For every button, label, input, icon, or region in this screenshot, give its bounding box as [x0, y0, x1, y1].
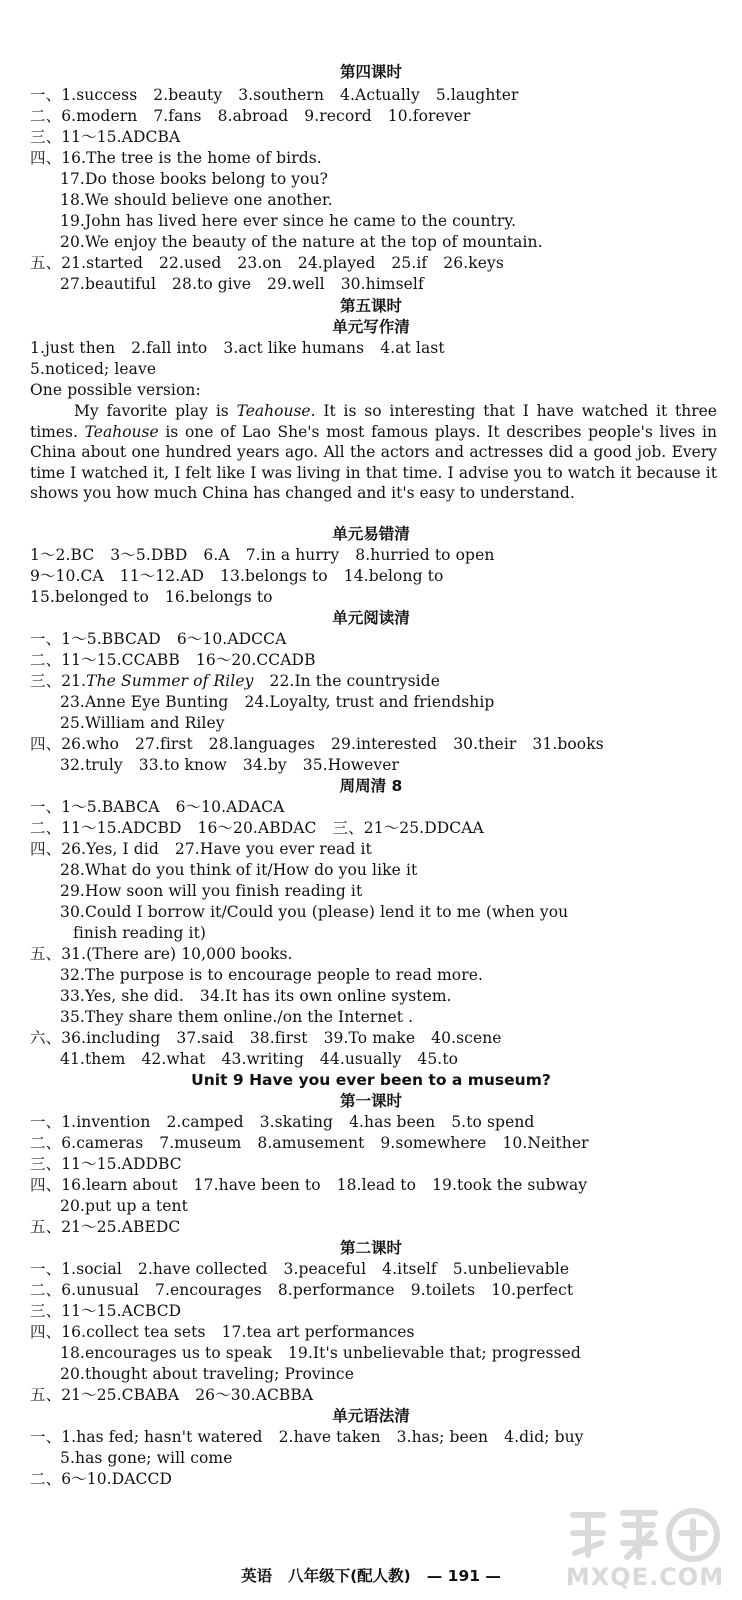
page-number: — 191 — — [426, 1567, 501, 1585]
answer-line: 二、6.cameras 7.museum 8.amusement 9.somewhere 10.Neither — [30, 1134, 589, 1152]
answer-circle-logo-icon — [563, 1503, 723, 1563]
section-title-weekly8: 周周清 8 — [339, 777, 403, 795]
answer-line: 27.beautiful 28.to give 29.well 30.himself — [60, 275, 424, 293]
answer-line: 20.We enjoy the beauty of the nature at the top of mountain. — [60, 233, 543, 251]
answer-line: 20.thought about traveling; Province — [60, 1365, 354, 1383]
answer-line: 三、11～15.ADDBC — [30, 1155, 182, 1173]
answer-line: 五、31.(There are) 10,000 books. — [30, 945, 293, 963]
answer-line: 23.Anne Eye Bunting 24.Loyalty, trust and friendship — [60, 693, 495, 711]
section-title-writing: 单元写作清 — [332, 318, 410, 336]
answer-line: 1.just then 2.fall into 3.act like humans 4.at last — [30, 339, 445, 357]
answer-line: 一、1.invention 2.camped 3.skating 4.has been 5.to spend — [30, 1113, 535, 1131]
answer-line: 32.The purpose is to encourage people to read more. — [60, 966, 484, 984]
sample-essay: My favorite play is Teahouse. It is so interesting that I have watched it three times. Teahouse is one of Lao She's most famous plays. It describes people's lives in China about one hundred years ago. All the actors and actresses did a good job. Every time I watched it, I felt like I was living in that time. I advise you to watch it because it shows you how much China has changed and it's easy to understand. — [30, 402, 717, 503]
answer-line: 15.belonged to 16.belongs to — [30, 588, 273, 606]
answer-line: 四、26.who 27.first 28.languages 29.interested 30.their 31.books — [30, 735, 604, 753]
answer-line: 29.How soon will you finish reading it — [60, 882, 363, 900]
answer-line: 35.They share them online./on the Internet . — [60, 1008, 414, 1026]
answer-line: 四、16.collect tea sets 17.tea art performances — [30, 1323, 415, 1341]
answer-line: 二、11～15.CCABB 16～20.CCADB — [30, 651, 316, 669]
answer-line: 六、36.including 37.said 38.first 39.To make 40.scene — [30, 1029, 502, 1047]
answer-line: 5.noticed; leave — [30, 360, 157, 378]
answer-line: 五、21.started 22.used 23.on 24.played 25.if 26.keys — [30, 254, 504, 272]
answer-line: 一、1.has fed; hasn't watered 2.have taken 3.has; been 4.did; buy — [30, 1428, 584, 1446]
answer-line: 二、6～10.DACCD — [30, 1470, 172, 1488]
answer-line: 二、6.unusual 7.encourages 8.performance 9.toilets 10.perfect — [30, 1281, 574, 1299]
answer-line: 41.them 42.what 43.writing 44.usually 45.to — [60, 1050, 459, 1068]
answer-line: 1～2.BC 3～5.DBD 6.A 7.in a hurry 8.hurried to open — [30, 546, 495, 564]
unit-title: Unit 9 Have you ever been to a museum? — [191, 1071, 551, 1089]
answer-line: 一、1.social 2.have collected 3.peaceful 4.itself 5.unbelievable — [30, 1260, 570, 1278]
answer-line: One possible version: — [30, 381, 201, 399]
answer-line: 三、21.The Summer of Riley 22.In the countryside — [30, 672, 440, 690]
answer-line: 33.Yes, she did. 34.It has its own online system. — [60, 987, 452, 1005]
answer-line: 19.John has lived here ever since he came to the country. — [60, 212, 517, 230]
answer-line: 17.Do those books belong to you? — [60, 170, 329, 188]
answer-line: 30.Could I borrow it/Could you (please) lend it to me (when you — [60, 903, 569, 921]
section-title-lesson4: 第四课时 — [339, 63, 402, 81]
answer-line: 28.What do you think of it/How do you like it — [60, 861, 418, 879]
section-title-lesson5: 第五课时 — [339, 297, 402, 315]
footer-subject: 英语 — [241, 1567, 273, 1585]
answer-line: 一、1～5.BBCAD 6～10.ADCCA — [30, 630, 287, 648]
section-title-lesson1: 第一课时 — [339, 1092, 402, 1110]
footer-grade: 八年级下(配人教) — [288, 1567, 411, 1585]
answer-line: 五、21～25.ABEDC — [30, 1218, 181, 1236]
answer-line: 18.We should believe one another. — [60, 191, 333, 209]
answer-line: 四、16.learn about 17.have been to 18.lead to 19.took the subway — [30, 1176, 588, 1194]
section-title-errors: 单元易错清 — [332, 525, 410, 543]
answer-line: 四、16.The tree is the home of birds. — [30, 149, 322, 167]
answer-line: finish reading it) — [73, 924, 207, 942]
section-title-lesson2: 第二课时 — [339, 1239, 402, 1257]
answer-line: 9～10.CA 11～12.AD 13.belongs to 14.belong to — [30, 567, 444, 585]
watermark-text: MXQE.COM — [565, 1563, 725, 1591]
section-title-reading: 单元阅读清 — [332, 609, 410, 627]
answer-line: 18.encourages us to speak 19.It's unbelievable that; progressed — [60, 1344, 581, 1362]
answer-line: 一、1～5.BABCA 6～10.ADACA — [30, 798, 285, 816]
answer-line: 20.put up a tent — [60, 1197, 188, 1215]
section-title-grammar: 单元语法清 — [332, 1407, 410, 1425]
watermark — [555, 1503, 735, 1595]
answer-line: 25.William and Riley — [60, 714, 225, 732]
answer-line: 三、11～15.ADCBA — [30, 128, 181, 146]
answer-line: 五、21～25.CBABA 26～30.ACBBA — [30, 1386, 314, 1404]
answer-line: 二、6.modern 7.fans 8.abroad 9.record 10.forever — [30, 107, 471, 125]
answer-line: 四、26.Yes, I did 27.Have you ever read it — [30, 840, 372, 858]
answer-line: 二、11～15.ADCBD 16～20.ABDAC 三、21～25.DDCAA — [30, 819, 484, 837]
answer-line: 5.has gone; will come — [60, 1449, 233, 1467]
answer-line: 一、1.success 2.beauty 3.southern 4.Actually 5.laughter — [30, 86, 519, 104]
answer-line: 三、11～15.ACBCD — [30, 1302, 182, 1320]
answer-line: 32.truly 33.to know 34.by 35.However — [60, 756, 400, 774]
